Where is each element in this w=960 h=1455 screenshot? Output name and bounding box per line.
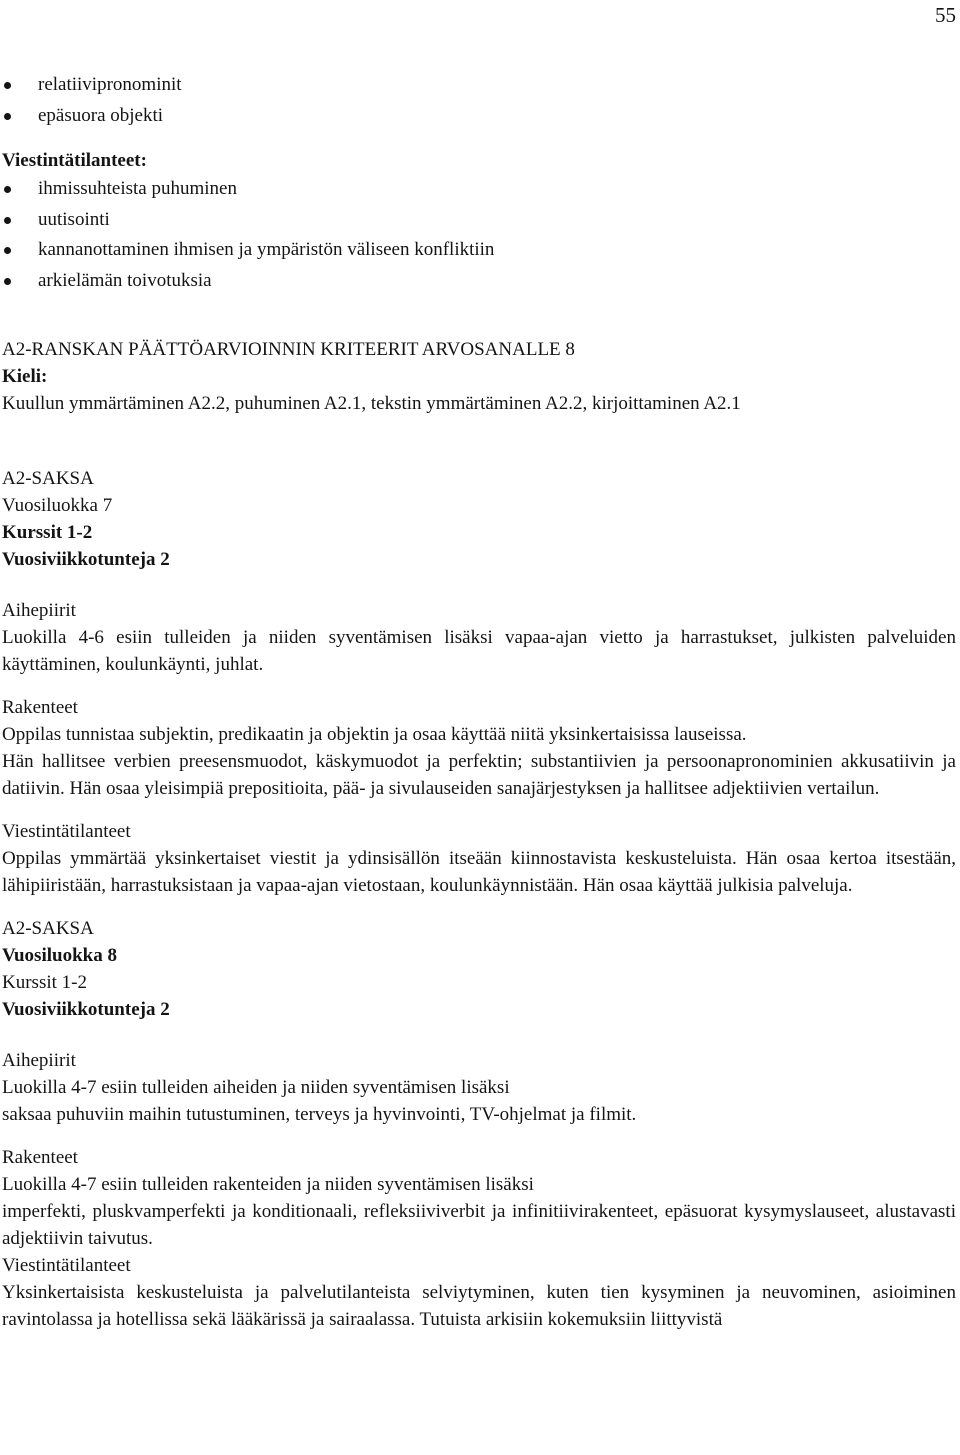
section7-viestinta-heading: Viestintätilanteet <box>2 821 131 842</box>
kieli-label: Kieli: <box>2 366 48 387</box>
list-item: uutisointi <box>2 205 956 236</box>
list-item: epäsuora objekti <box>2 101 956 132</box>
section7-aihepiirit-heading: Aihepiirit <box>2 600 76 621</box>
section8-aihepiirit-line1: Luokilla 4-7 esiin tulleiden aiheiden ja niiden syventämisen lisäksi <box>2 1077 510 1098</box>
section8-aihepiirit-heading: Aihepiirit <box>2 1050 76 1071</box>
list-item: ihmissuhteista puhuminen <box>2 174 956 205</box>
section8-viestinta-heading: Viestintätilanteet <box>2 1255 131 1276</box>
list-item: kannanottaminen ihmisen ja ympäristön väliseen konfliktiin <box>2 235 956 266</box>
section8-aihepiirit-line2: saksaa puhuviin maihin tutustuminen, terveys ja hyvinvointi, TV-ohjelmat ja filmit. <box>2 1104 637 1125</box>
criteria-title: A2-RANSKAN PÄÄTTÖARVIOINNIN KRITEERIT ARVOSANALLE 8 <box>2 339 575 360</box>
section7-courses: Kurssit 1-2 <box>2 522 93 543</box>
section7-aihepiirit-text: Luokilla 4-6 esiin tulleiden ja niiden syventämisen lisäksi vapaa-ajan vietto ja harrastukset, julkisten palveluiden käyttäminen, koulunkäynti, juhlat. <box>2 627 956 675</box>
section8-language: A2-SAKSA <box>2 918 94 939</box>
section7-rakenteet-line2: Hän hallitsee verbien preesensmuodot, käskymuodot ja perfektin; substantiivien ja persoonapronominien akkusatiivin ja datiivin. Hän osaa yleisimpiä prepositioita, pää- ja sivulauseiden sanajärjestyksen ja hallitsee adjektiivien vertailun. <box>2 751 956 799</box>
kieli-text: Kuullun ymmärtäminen A2.2, puhuminen A2.1, tekstin ymmärtäminen A2.2, kirjoittaminen A2.1 <box>2 393 741 414</box>
viestinta-heading: Viestintätilanteet: <box>2 150 147 171</box>
section8-viestinta-text: Yksinkertaisista keskusteluista ja palvelutilanteista selviytyminen, kuten tien kysyminen ja neuvominen, asioiminen ravintolassa ja hotellissa sekä lääkärissä ja sairaalassa. Tutuista arkisiin kokemuksiin liittyvistä <box>2 1282 956 1330</box>
section8-rakenteet-line2: imperfekti, pluskvamperfekti ja konditionaali, refleksiiviverbit ja infinitiivirakenteet, epäsuorat kysymyslauseet, alustavasti adjektiivin taivutus. <box>2 1201 956 1249</box>
section7-grade: Vuosiluokka 7 <box>2 495 113 516</box>
document-body <box>2 70 956 1333</box>
intro-bullet-list <box>2 70 956 131</box>
section7-rakenteet-heading: Rakenteet <box>2 697 78 718</box>
section7-language: A2-SAKSA <box>2 468 94 489</box>
section7-viestinta-text: Oppilas ymmärtää yksinkertaiset viestit ja ydinsisällön itseään kiinnostavista keskusteluista. Hän osaa kertoa itsestään, lähipiiristään, harrastuksistaan ja vapaa-ajan vietostaan, koulunkäynnistään. Hän osaa käyttää julkisia palveluja. <box>2 848 956 896</box>
list-item: relatiivipronominit <box>2 70 956 101</box>
section8-courses: Kurssit 1-2 <box>2 972 87 993</box>
section7-rakenteet-line1: Oppilas tunnistaa subjektin, predikaatin ja objektin ja osaa käyttää niitä yksinkertaisissa lauseissa. <box>2 724 747 745</box>
section8-rakenteet-line1: Luokilla 4-7 esiin tulleiden rakenteiden ja niiden syventämisen lisäksi <box>2 1174 534 1195</box>
section8-rakenteet-heading: Rakenteet <box>2 1147 78 1168</box>
viestinta-bullet-list <box>2 174 956 296</box>
section8-hours: Vuosiviikkotunteja 2 <box>2 999 170 1020</box>
section8-grade: Vuosiluokka 8 <box>2 945 117 966</box>
list-item: arkielämän toivotuksia <box>2 266 956 297</box>
page-number: 55 <box>935 3 956 27</box>
section7-hours: Vuosiviikkotunteja 2 <box>2 549 170 570</box>
